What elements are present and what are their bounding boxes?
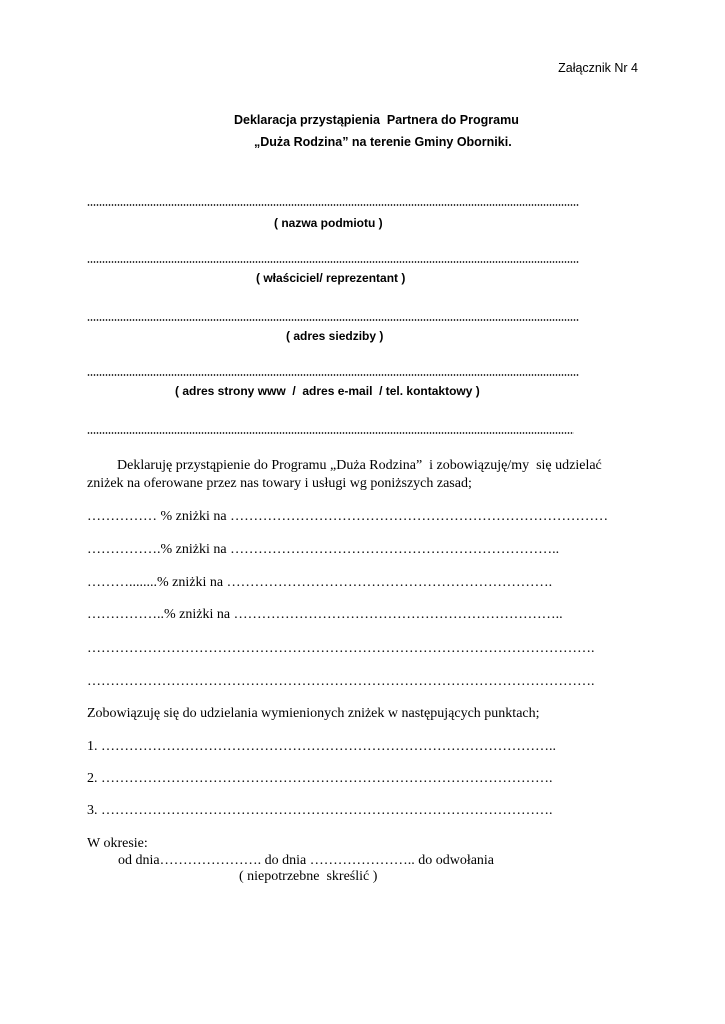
contact-field-line[interactable] <box>87 374 579 376</box>
owner-representative-field-line[interactable] <box>87 261 579 263</box>
discount-line-4[interactable]: ……………..% zniżki na …………………………………………………………….. <box>87 607 563 622</box>
discount-line-5[interactable]: ………………………………………………………………………………………………. <box>87 641 595 656</box>
entity-name-caption: ( nazwa podmiotu ) <box>274 216 383 230</box>
declaration-line-1: Deklaruję przystąpienie do Programu „Duża Rodzina” i zobowiązuję/my się udzielać <box>117 458 602 473</box>
discount-line-3[interactable]: ………........% zniżki na ……………………………………………………………. <box>87 575 553 590</box>
owner-representative-caption: ( właściciel/ reprezentant ) <box>256 271 406 285</box>
contact-caption: ( adres strony www / adres e-mail / tel. kontaktowy ) <box>175 384 480 398</box>
period-label: W okresie: <box>87 836 148 851</box>
attachment-label: Załącznik Nr 4 <box>558 61 638 75</box>
discount-line-2[interactable]: …………….% zniżki na …………………………………………………………….. <box>87 542 560 557</box>
address-caption: ( adres siedziby ) <box>286 329 384 343</box>
point-line-1[interactable]: 1. …………………………………………………………………………………….. <box>87 739 556 754</box>
point-line-3[interactable]: 3. ……………………………………………………………………………………. <box>87 803 553 818</box>
point-line-2[interactable]: 2. ……………………………………………………………………………………. <box>87 771 553 786</box>
document-title-line-2: „Duża Rodzina” na terenie Gminy Oborniki. <box>254 135 512 149</box>
points-intro: Zobowiązuję się do udzielania wymienionych zniżek w następujących punktach; <box>87 706 540 721</box>
entity-name-field-line[interactable] <box>87 204 579 206</box>
address-field-line[interactable] <box>87 319 579 321</box>
extra-field-line[interactable] <box>87 432 574 434</box>
discount-line-1[interactable]: …………… % zniżki na ……………………………………………………………………… <box>87 509 609 524</box>
period-note: ( niepotrzebne skreślić ) <box>239 869 378 884</box>
discount-line-6[interactable]: ………………………………………………………………………………………………. <box>87 674 595 689</box>
document-title-line-1: Deklaracja przystąpienia Partnera do Programu <box>234 113 519 127</box>
declaration-line-2: zniżek na oferowane przez nas towary i usługi wg poniższych zasad; <box>87 476 472 491</box>
period-dates-line[interactable]: od dnia…………………. do dnia ………………….. do odwołania <box>118 853 495 868</box>
